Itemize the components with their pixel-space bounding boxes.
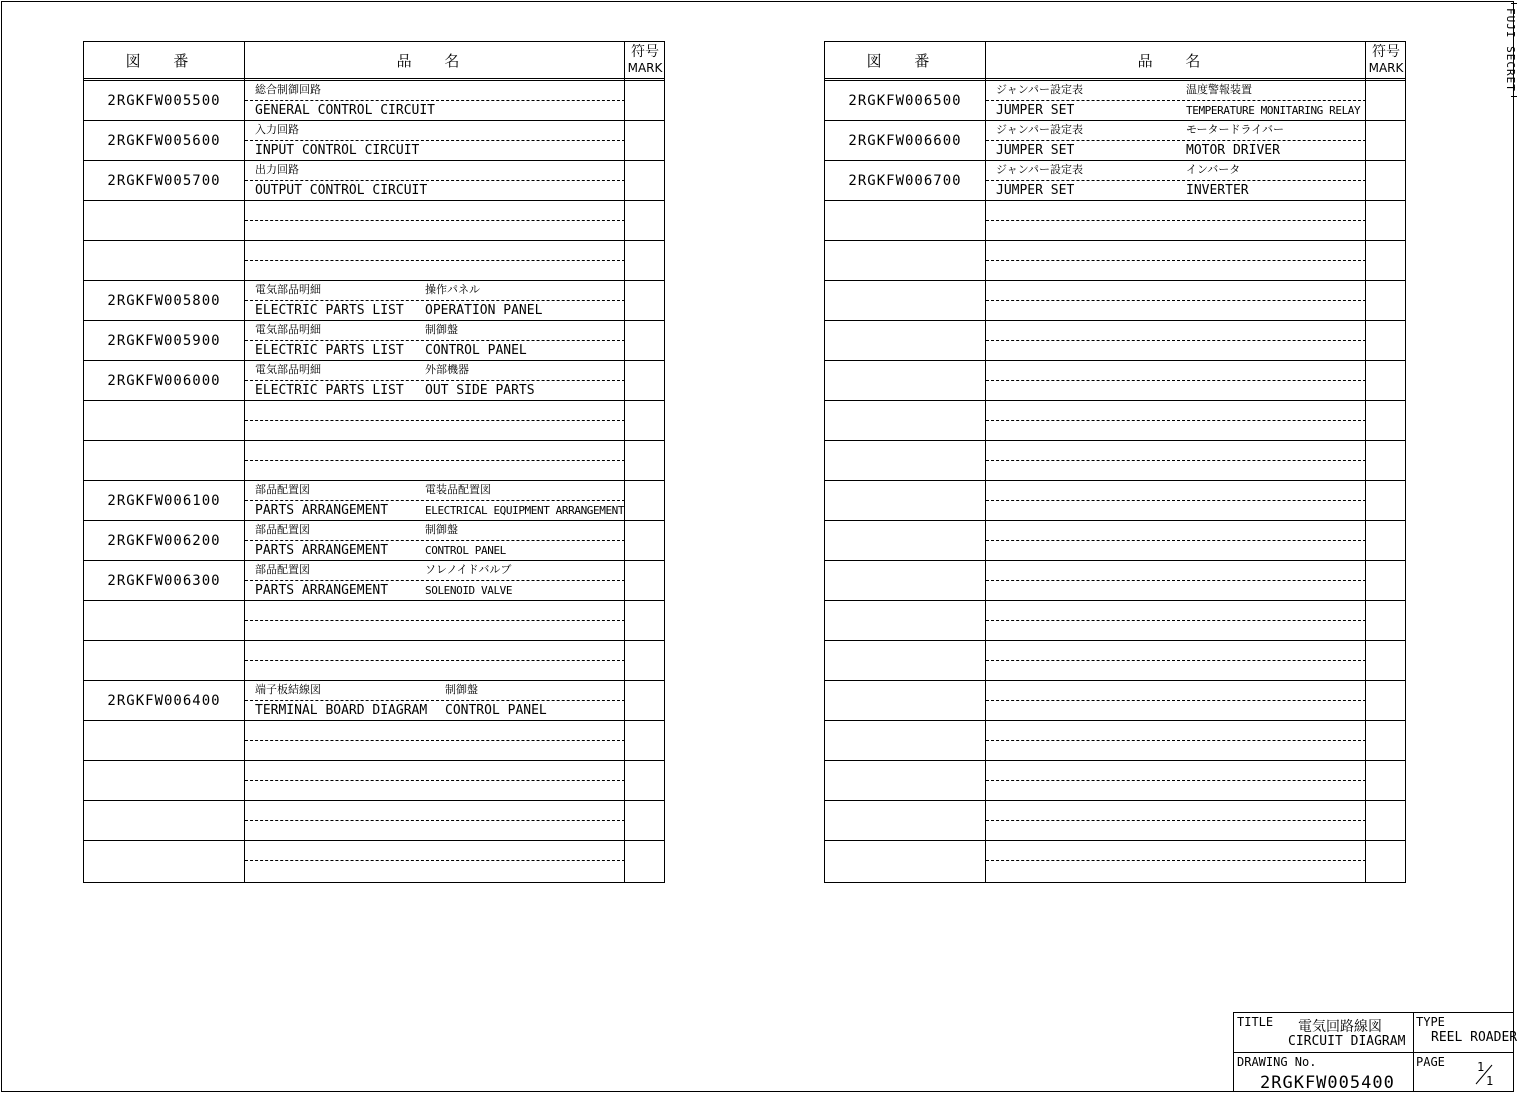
mark-cell <box>1366 201 1406 240</box>
drawing-number: 2RGKFW006400 <box>107 692 221 709</box>
title-block-divider <box>1234 1052 1514 1053</box>
drawing-number <box>84 441 244 480</box>
dashed-separator <box>245 140 625 141</box>
subname-jp: インバータ <box>1186 163 1241 176</box>
dashed-separator <box>986 780 1366 781</box>
drawing-number <box>825 601 985 640</box>
mark-cell <box>1366 761 1406 800</box>
table-row <box>84 121 664 161</box>
table-row <box>825 521 1405 561</box>
mark-cell <box>625 721 665 760</box>
drawing-number: 2RGKFW005900 <box>107 332 221 349</box>
drawing-number <box>84 761 244 800</box>
table-row <box>825 241 1405 281</box>
subname-en: OPERATION PANEL <box>425 303 543 318</box>
drawing-number <box>84 721 244 760</box>
mark-cell <box>625 361 665 400</box>
table-row <box>825 561 1405 601</box>
table-row <box>825 81 1405 121</box>
table-row <box>825 281 1405 321</box>
name-en: JUMPER SET <box>996 143 1075 158</box>
mark-cell <box>625 121 665 160</box>
header-name: 品 名 <box>1137 51 1215 70</box>
subname-en: CONTROL PANEL <box>445 703 547 718</box>
table-row <box>825 321 1405 361</box>
table-row <box>84 761 664 801</box>
mark-cell <box>625 561 665 600</box>
mark-cell <box>625 761 665 800</box>
drawing-number: 2RGKFW006200 <box>107 532 221 549</box>
subname-jp: 操作パネル <box>425 283 480 296</box>
subname-en: INVERTER <box>1186 183 1249 198</box>
mark-cell <box>625 201 665 240</box>
mark-cell <box>625 281 665 320</box>
mark-cell <box>1366 841 1406 880</box>
dashed-separator <box>245 540 625 541</box>
mark-cell <box>1366 281 1406 320</box>
drawing-number <box>84 841 244 880</box>
dashed-separator <box>245 780 625 781</box>
mark-cell <box>625 161 665 200</box>
header-number: 図 番 <box>866 51 944 70</box>
drawing-number <box>825 441 985 480</box>
table-row <box>84 721 664 761</box>
drawing-number <box>825 241 985 280</box>
subname-en: MOTOR DRIVER <box>1186 143 1280 158</box>
dashed-separator <box>986 540 1366 541</box>
header-number: 図 番 <box>125 51 203 70</box>
table-row <box>84 241 664 281</box>
table-header <box>825 42 1405 81</box>
dashed-separator <box>245 500 625 501</box>
mark-cell <box>1366 801 1406 840</box>
dashed-separator <box>245 820 625 821</box>
mark-cell <box>625 321 665 360</box>
drawing-list-right <box>824 41 1406 883</box>
table-row <box>825 721 1405 761</box>
drawing-number <box>825 681 985 720</box>
name-jp: ジャンパー設定表 <box>996 163 1084 176</box>
page-number: 1 <box>1477 1060 1485 1074</box>
drawing-number <box>825 761 985 800</box>
rows-right <box>825 81 1405 881</box>
dashed-separator <box>986 260 1366 261</box>
mark-cell <box>1366 681 1406 720</box>
drawing-number <box>825 201 985 240</box>
name-jp: 部品配置図 <box>255 523 310 536</box>
mark-cell <box>625 401 665 440</box>
drawing-number-label: DRAWING No. <box>1237 1055 1317 1069</box>
mark-cell <box>625 841 665 880</box>
dashed-separator <box>245 300 625 301</box>
name-jp: 電気部品明細 <box>255 363 321 376</box>
name-en: JUMPER SET <box>996 103 1075 118</box>
drawing-number: 2RGKFW006600 <box>848 132 962 149</box>
dashed-separator <box>245 260 625 261</box>
dashed-separator <box>986 300 1366 301</box>
dashed-separator <box>245 860 625 861</box>
mark-cell <box>1366 721 1406 760</box>
subname-jp: 電装品配置図 <box>425 483 491 496</box>
dashed-separator <box>986 420 1366 421</box>
title-block <box>1233 1012 1517 1093</box>
dashed-separator <box>986 340 1366 341</box>
name-en: ELECTRIC PARTS LIST <box>255 383 404 398</box>
mark-cell <box>1366 81 1406 120</box>
mark-cell <box>1366 121 1406 160</box>
drawing-number: 2RGKFW006500 <box>848 92 962 109</box>
table-row <box>84 161 664 201</box>
name-en: OUTPUT CONTROL CIRCUIT <box>255 183 428 198</box>
subname-jp: 制御盤 <box>425 523 458 536</box>
dashed-separator <box>245 180 625 181</box>
dashed-separator <box>245 220 625 221</box>
title-jp: 電気回路線図 <box>1298 1019 1382 1035</box>
watermark-secret: FUJI SECRET <box>1504 8 1517 92</box>
type-label: TYPE <box>1416 1015 1445 1029</box>
drawing-number <box>825 361 985 400</box>
drawing-number: 2RGKFW006100 <box>107 492 221 509</box>
subname-en: CONTROL PANEL <box>425 544 506 557</box>
drawing-number <box>825 281 985 320</box>
name-en: TERMINAL BOARD DIAGRAM <box>255 703 428 718</box>
drawing-number <box>825 521 985 560</box>
drawing-number <box>825 641 985 680</box>
table-row <box>84 281 664 321</box>
drawing-number: 2RGKFW005700 <box>107 172 221 189</box>
dashed-separator <box>986 220 1366 221</box>
header-mark <box>625 42 665 78</box>
drawing-list-left <box>83 41 665 883</box>
header-mark-jp: 符号 <box>631 44 659 60</box>
mark-cell <box>1366 241 1406 280</box>
subname-en: TEMPERATURE MONITARING RELAY <box>1186 104 1361 117</box>
table-row <box>84 401 664 441</box>
dashed-separator <box>986 140 1366 141</box>
name-en: ELECTRIC PARTS LIST <box>255 343 404 358</box>
mark-cell <box>625 241 665 280</box>
header-mark-en: MARK <box>627 61 663 75</box>
dashed-separator <box>245 580 625 581</box>
page-label: PAGE <box>1416 1055 1445 1069</box>
drawing-number <box>825 401 985 440</box>
title-label: TITLE <box>1237 1015 1274 1029</box>
dashed-separator <box>986 820 1366 821</box>
dashed-separator <box>986 180 1366 181</box>
subname-jp: ソレノイドバルブ <box>425 563 512 576</box>
header-mark-jp: 符号 <box>1372 44 1400 60</box>
table-header <box>84 42 664 81</box>
table-row <box>84 601 664 641</box>
subname-en: CONTROL PANEL <box>425 343 527 358</box>
drawing-number: 2RGKFW006700 <box>848 172 962 189</box>
dashed-separator <box>986 660 1366 661</box>
drawing-number <box>825 321 985 360</box>
page-total: 1 <box>1486 1074 1494 1088</box>
drawing-number: 2RGKFW005600 <box>107 132 221 149</box>
dashed-separator <box>245 700 625 701</box>
table-row <box>84 841 664 881</box>
name-en: PARTS ARRANGEMENT <box>255 543 389 558</box>
subname-jp: 温度警報装置 <box>1186 83 1252 96</box>
drawing-number: 2RGKFW005500 <box>107 92 221 109</box>
dashed-separator <box>986 580 1366 581</box>
drawing-number <box>825 801 985 840</box>
name-en: PARTS ARRANGEMENT <box>255 503 389 518</box>
drawing-number <box>825 721 985 760</box>
table-row <box>825 201 1405 241</box>
mark-cell <box>625 441 665 480</box>
name-en: INPUT CONTROL CIRCUIT <box>255 143 420 158</box>
name-en: JUMPER SET <box>996 183 1075 198</box>
table-row <box>825 481 1405 521</box>
table-row <box>825 441 1405 481</box>
table-row <box>825 121 1405 161</box>
dashed-separator <box>245 100 625 101</box>
header-mark <box>1366 42 1406 78</box>
name-jp: 総合制御回路 <box>255 83 321 96</box>
table-row <box>825 681 1405 721</box>
subname-en: SOLENOID VALVE <box>425 584 513 597</box>
dashed-separator <box>986 700 1366 701</box>
table-row <box>825 641 1405 681</box>
table-row <box>825 401 1405 441</box>
dashed-separator <box>245 460 625 461</box>
mark-cell <box>1366 401 1406 440</box>
dashed-separator <box>245 380 625 381</box>
drawing-number-value: 2RGKFW005400 <box>1260 1073 1395 1093</box>
mark-cell <box>625 521 665 560</box>
name-jp: ジャンパー設定表 <box>996 83 1084 96</box>
subname-jp: モータードライバー <box>1186 123 1285 136</box>
name-en: ELECTRIC PARTS LIST <box>255 303 404 318</box>
mark-cell <box>1366 441 1406 480</box>
mark-cell <box>1366 161 1406 200</box>
dashed-separator <box>986 860 1366 861</box>
name-jp: 電気部品明細 <box>255 283 321 296</box>
name-jp: 部品配置図 <box>255 563 310 576</box>
table-row <box>84 641 664 681</box>
drawing-number <box>84 401 244 440</box>
dashed-separator <box>245 660 625 661</box>
mark-cell <box>625 681 665 720</box>
dashed-separator <box>986 100 1366 101</box>
dashed-separator <box>986 460 1366 461</box>
table-row <box>84 681 664 721</box>
mark-cell <box>1366 321 1406 360</box>
mark-cell <box>1366 521 1406 560</box>
table-row <box>84 521 664 561</box>
rows-left <box>84 81 664 881</box>
dashed-separator <box>245 340 625 341</box>
subname-en: ELECTRICAL EQUIPMENT ARRANGEMENT <box>425 504 625 517</box>
drawing-number <box>84 601 244 640</box>
mark-cell <box>1366 481 1406 520</box>
mark-cell <box>625 481 665 520</box>
table-row <box>825 361 1405 401</box>
drawing-number <box>825 841 985 880</box>
table-row <box>84 201 664 241</box>
drawing-number <box>825 561 985 600</box>
mark-cell <box>1366 641 1406 680</box>
mark-cell <box>625 601 665 640</box>
title-en: CIRCUIT DIAGRAM <box>1288 1034 1406 1049</box>
drawing-number: 2RGKFW006300 <box>107 572 221 589</box>
mark-cell <box>1366 361 1406 400</box>
table-row <box>825 161 1405 201</box>
drawing-number <box>84 801 244 840</box>
dashed-separator <box>245 740 625 741</box>
type-value: REEL ROADER <box>1431 1030 1517 1045</box>
name-jp: 入力回路 <box>255 123 299 136</box>
drawing-number <box>84 641 244 680</box>
drawing-number <box>84 201 244 240</box>
dashed-separator <box>986 740 1366 741</box>
mark-cell <box>625 641 665 680</box>
name-jp: 端子板結線図 <box>255 683 321 696</box>
table-row <box>825 601 1405 641</box>
table-row <box>84 441 664 481</box>
dashed-separator <box>986 620 1366 621</box>
dashed-separator <box>245 620 625 621</box>
subname-jp: 外部機器 <box>425 363 469 376</box>
drawing-number <box>825 481 985 520</box>
header-name: 品 名 <box>396 51 474 70</box>
table-row <box>825 761 1405 801</box>
subname-jp: 制御盤 <box>445 683 478 696</box>
table-row <box>825 841 1405 881</box>
table-row <box>825 801 1405 841</box>
name-jp: 出力回路 <box>255 163 299 176</box>
mark-cell <box>1366 561 1406 600</box>
table-row <box>84 801 664 841</box>
table-row <box>84 321 664 361</box>
drawing-number: 2RGKFW006000 <box>107 372 221 389</box>
table-row <box>84 361 664 401</box>
mark-cell <box>625 801 665 840</box>
drawing-number: 2RGKFW005800 <box>107 292 221 309</box>
name-jp: 電気部品明細 <box>255 323 321 336</box>
name-en: PARTS ARRANGEMENT <box>255 583 389 598</box>
dashed-separator <box>986 380 1366 381</box>
table-row <box>84 481 664 521</box>
subname-en: OUT SIDE PARTS <box>425 383 535 398</box>
name-jp: ジャンパー設定表 <box>996 123 1084 136</box>
dashed-separator <box>245 420 625 421</box>
dashed-separator <box>986 500 1366 501</box>
mark-cell <box>625 81 665 120</box>
subname-jp: 制御盤 <box>425 323 458 336</box>
table-row <box>84 561 664 601</box>
name-jp: 部品配置図 <box>255 483 310 496</box>
header-mark-en: MARK <box>1368 61 1404 75</box>
table-row <box>84 81 664 121</box>
name-en: GENERAL CONTROL CIRCUIT <box>255 103 436 118</box>
mark-cell <box>1366 601 1406 640</box>
drawing-number <box>84 241 244 280</box>
